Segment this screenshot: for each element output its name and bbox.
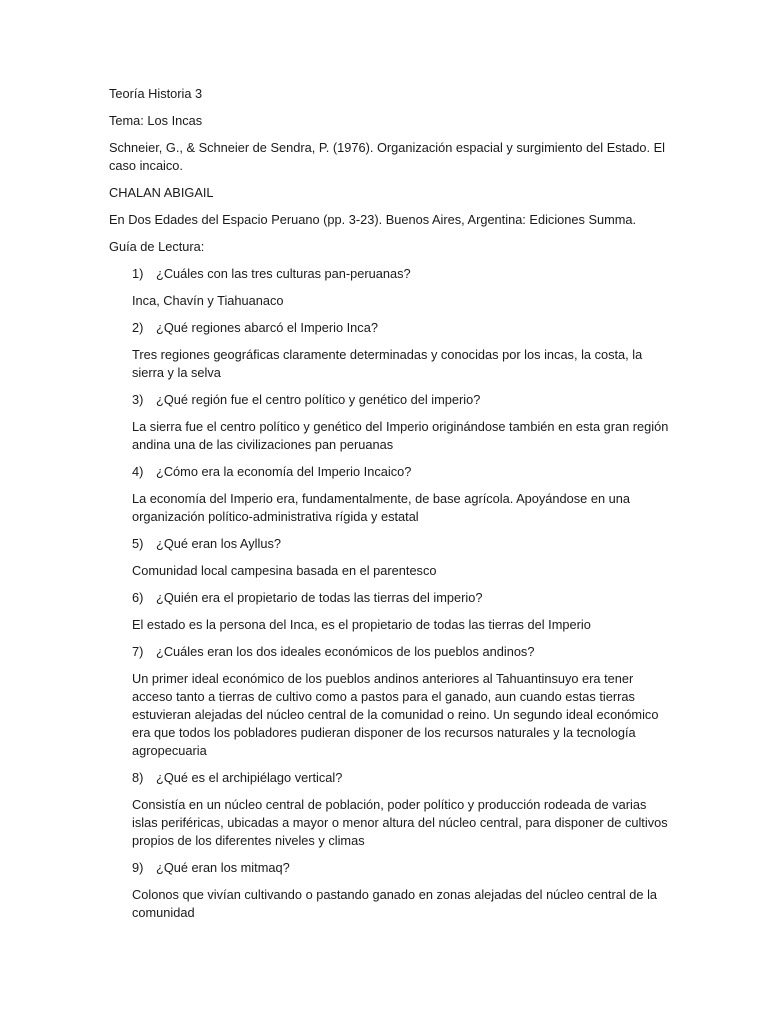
question-text: ¿Qué regiones abarcó el Imperio Inca?	[156, 320, 378, 335]
question-number: 2)	[132, 320, 144, 335]
document-page	[109, 85, 669, 931]
question-item	[109, 319, 669, 337]
question-text: ¿Cuáles eran los dos ideales económicos de los pueblos andinos?	[156, 644, 535, 659]
answer-text: La sierra fue el centro político y genético del Imperio originándose también en esta gran región andina una de las civilizaciones pan peruanas	[132, 419, 669, 452]
question-text: ¿Cómo era la economía del Imperio Incaico?	[156, 464, 412, 479]
question-text: ¿Quién era el propietario de todas las tierras del imperio?	[156, 590, 483, 605]
question-text: ¿Cuáles con las tres culturas pan-peruanas?	[156, 266, 411, 281]
question-item	[109, 391, 669, 409]
question-item	[109, 589, 669, 607]
question-item	[109, 643, 669, 661]
question-number: 8)	[132, 770, 144, 785]
question-item	[109, 265, 669, 283]
question-item	[109, 535, 669, 553]
topic-line: Tema: Los Incas	[109, 113, 203, 128]
answer-text: La economía del Imperio era, fundamentalmente, de base agrícola. Apoyándose en una organización político-administrativa rígida y estatal	[132, 491, 630, 524]
question-text: ¿Qué eran los Ayllus?	[156, 536, 281, 551]
question-number: 7)	[132, 644, 144, 659]
answer-text: Tres regiones geográficas claramente determinadas y conocidas por los incas, la costa, la sierra y la selva	[132, 347, 643, 380]
answer-text: Comunidad local campesina basada en el parentesco	[132, 563, 437, 578]
question-text: ¿Qué región fue el centro político y genético del imperio?	[156, 392, 481, 407]
question-text: ¿Qué eran los mitmaq?	[156, 860, 290, 875]
question-number: 4)	[132, 464, 144, 479]
source-reference: En Dos Edades del Espacio Peruano (pp. 3-23). Buenos Aires, Argentina: Ediciones Summa.	[109, 212, 637, 227]
author-name: CHALAN ABIGAIL	[109, 185, 214, 200]
guide-title: Guía de Lectura:	[109, 239, 205, 254]
question-number: 5)	[132, 536, 144, 551]
question-list	[109, 265, 669, 922]
answer-text: Consistía en un núcleo central de población, poder político y producción rodeada de varias islas periféricas, ubicadas a mayor o menor altura del núcleo central, para disponer de cultivos propios de los diferentes niveles y climas	[132, 797, 668, 848]
citation: Schneier, G., & Schneier de Sendra, P. (1976). Organización espacial y surgimiento del Estado. El caso incaico.	[109, 140, 666, 173]
question-item	[109, 463, 669, 481]
question-item	[109, 769, 669, 787]
question-item	[109, 859, 669, 877]
question-number: 3)	[132, 392, 144, 407]
answer-text: Un primer ideal económico de los pueblos andinos anteriores al Tahuantinsuyo era tener acceso tanto a tierras de cultivo como a pastos para el ganado, aun cuando estas tierras estuvieran alejadas del núcleo central de la comunidad o reino. Un segundo ideal económico era que todos los pobladores pudieran disponer de los recursos naturales y la tecnología agropecuaria	[132, 671, 659, 758]
answer-text: El estado es la persona del Inca, es el propietario de todas las tierras del Imperio	[132, 617, 591, 632]
answer-text: Colonos que vivían cultivando o pastando ganado en zonas alejadas del núcleo central de la comunidad	[132, 887, 658, 920]
course-title: Teoría Historia 3	[109, 86, 203, 101]
question-text: ¿Qué es el archipiélago vertical?	[156, 770, 343, 785]
answer-text: Inca, Chavín y Tiahuanaco	[132, 293, 284, 308]
question-number: 1)	[132, 266, 144, 281]
question-number: 9)	[132, 860, 144, 875]
question-number: 6)	[132, 590, 144, 605]
